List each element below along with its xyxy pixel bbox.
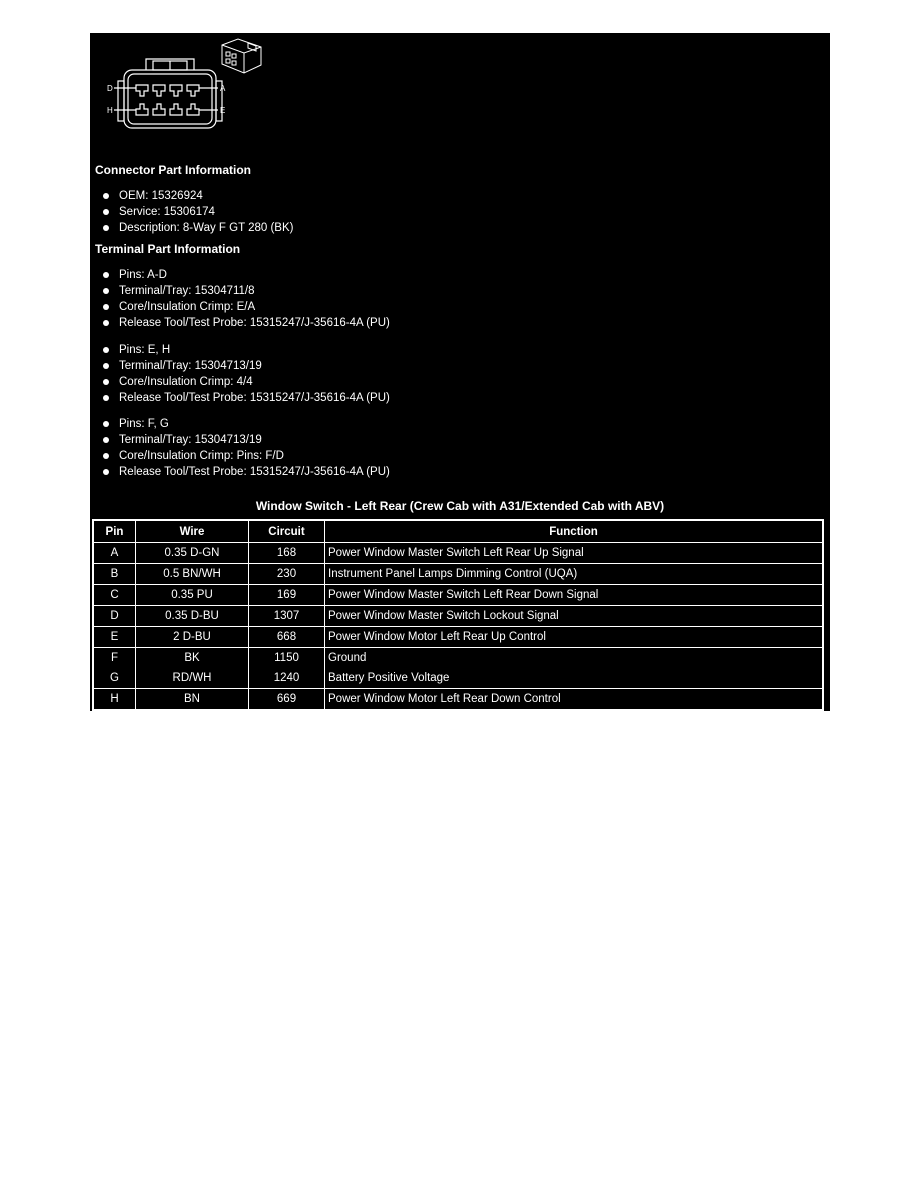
terminal-group-3	[100, 416, 390, 480]
pin-label-d: D	[107, 84, 113, 93]
cell-pin: E	[94, 627, 136, 648]
cell-wire: RD/WH	[136, 668, 249, 689]
header-function: Function	[325, 521, 823, 543]
terminal-group-1	[100, 267, 390, 331]
wiring-table	[93, 520, 823, 710]
cell-circuit: 1240	[249, 668, 325, 689]
terminal-part-heading: Terminal Part Information	[95, 242, 241, 256]
list-item: Release Tool/Test Probe: 15315247/J-35616-4A (PU)	[100, 390, 390, 406]
table-row	[94, 689, 823, 710]
cell-wire: BK	[136, 648, 249, 669]
list-item: Release Tool/Test Probe: 15315247/J-35616-4A (PU)	[100, 464, 390, 480]
list-item: Pins: A-D	[100, 267, 390, 283]
cell-function: Power Window Master Switch Left Rear Down Signal	[325, 585, 823, 606]
pin-label-h: H	[107, 106, 113, 115]
pin-label-e: E	[220, 106, 226, 115]
cell-pin: G	[94, 668, 136, 689]
cell-function: Power Window Motor Left Rear Down Control	[325, 689, 823, 710]
cell-circuit: 668	[249, 627, 325, 648]
cell-wire: 0.35 PU	[136, 585, 249, 606]
list-item: Core/Insulation Crimp: Pins: F/D	[100, 448, 390, 464]
list-item: Core/Insulation Crimp: E/A	[100, 299, 390, 315]
list-item: OEM: 15326924	[100, 188, 293, 204]
table-header-row	[94, 521, 823, 543]
cell-circuit: 1307	[249, 606, 325, 627]
cell-pin: C	[94, 585, 136, 606]
terminal-group-2	[100, 342, 390, 406]
connector-diagram	[98, 37, 268, 137]
table-row	[94, 606, 823, 627]
list-item: Terminal/Tray: 15304713/19	[100, 358, 390, 374]
header-wire: Wire	[136, 521, 249, 543]
cell-wire: 0.5 BN/WH	[136, 564, 249, 585]
cell-circuit: 230	[249, 564, 325, 585]
table-row	[94, 668, 823, 689]
cell-function: Battery Positive Voltage	[325, 668, 823, 689]
cell-wire: 0.35 D-GN	[136, 543, 249, 564]
cell-circuit: 669	[249, 689, 325, 710]
list-item: Service: 15306174	[100, 204, 293, 220]
connector-part-list	[100, 188, 293, 236]
list-item: Terminal/Tray: 15304713/19	[100, 432, 390, 448]
list-item: Description: 8-Way F GT 280 (BK)	[100, 220, 293, 236]
table-row	[94, 564, 823, 585]
cell-wire: 0.35 D-BU	[136, 606, 249, 627]
list-item: Pins: F, G	[100, 416, 390, 432]
list-item: Release Tool/Test Probe: 15315247/J-35616-4A (PU)	[100, 315, 390, 331]
cell-wire: BN	[136, 689, 249, 710]
table-title: Window Switch - Left Rear (Crew Cab with A31/Extended Cab with ABV)	[255, 499, 665, 513]
cell-circuit: 168	[249, 543, 325, 564]
table-row	[94, 585, 823, 606]
table-row	[94, 627, 823, 648]
header-pin: Pin	[94, 521, 136, 543]
cell-pin: F	[94, 648, 136, 669]
cell-function: Instrument Panel Lamps Dimming Control (UQA)	[325, 564, 823, 585]
document-panel	[90, 33, 830, 711]
cell-circuit: 1150	[249, 648, 325, 669]
cell-pin: A	[94, 543, 136, 564]
list-item: Terminal/Tray: 15304711/8	[100, 283, 390, 299]
cell-pin: B	[94, 564, 136, 585]
cell-function: Power Window Master Switch Left Rear Up Signal	[325, 543, 823, 564]
cell-function: Power Window Master Switch Lockout Signal	[325, 606, 823, 627]
cell-circuit: 169	[249, 585, 325, 606]
table-row	[94, 543, 823, 564]
list-item: Pins: E, H	[100, 342, 390, 358]
cell-function: Power Window Motor Left Rear Up Control	[325, 627, 823, 648]
cell-wire: 2 D-BU	[136, 627, 249, 648]
table-row	[94, 648, 823, 669]
pin-label-a: A	[220, 84, 226, 93]
header-circuit: Circuit	[249, 521, 325, 543]
cell-function: Ground	[325, 648, 823, 669]
connector-part-heading: Connector Part Information	[95, 163, 252, 177]
cell-pin: H	[94, 689, 136, 710]
list-item: Core/Insulation Crimp: 4/4	[100, 374, 390, 390]
cell-pin: D	[94, 606, 136, 627]
